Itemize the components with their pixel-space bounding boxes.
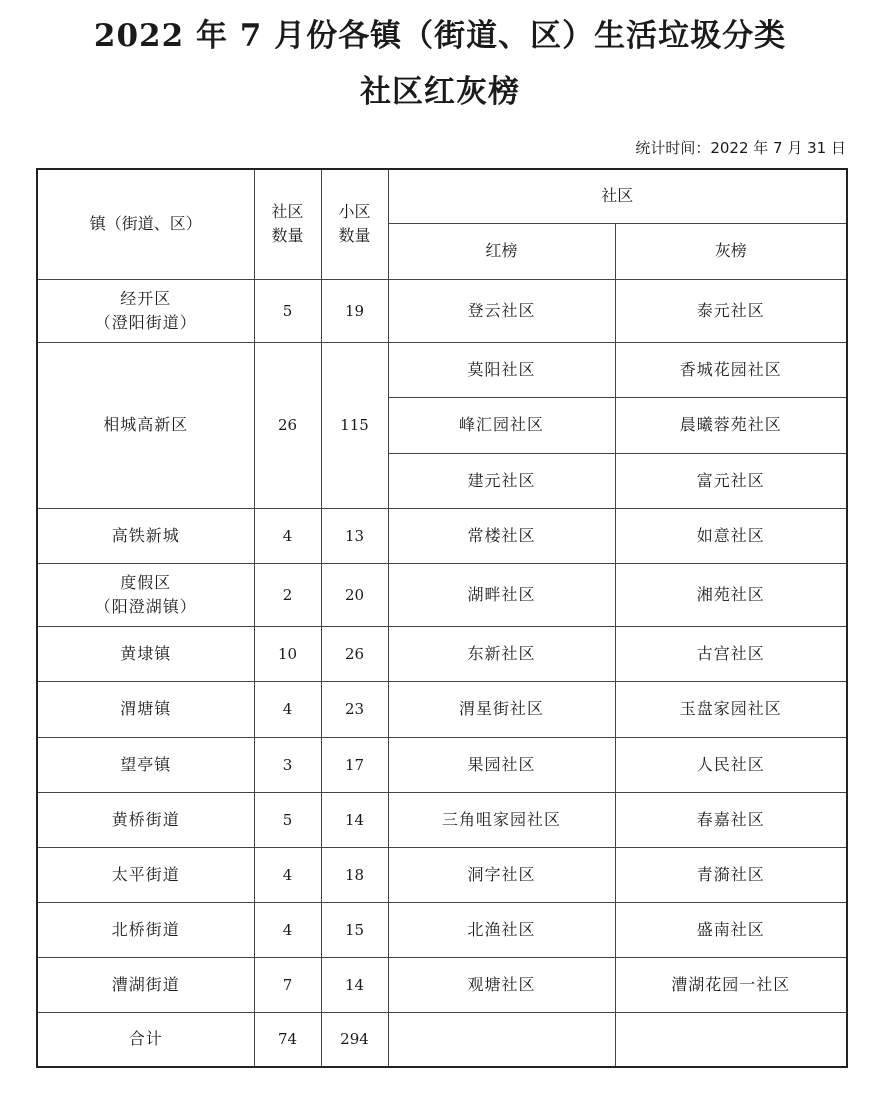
estate-count: 115 [321, 342, 388, 508]
gray-list-community: 泰元社区 [615, 279, 847, 342]
estate-count: 14 [321, 957, 388, 1012]
table-row [37, 342, 847, 397]
gray-list-community: 盛南社区 [615, 902, 847, 957]
header-community: 社区 [388, 169, 847, 223]
community-count: 4 [254, 902, 321, 957]
estate-count: 19 [321, 279, 388, 342]
estate-count: 23 [321, 681, 388, 737]
header-town: 镇（街道、区） [37, 169, 254, 279]
statistics-time: 统计时间：2022 年 7 月 31 日 [635, 139, 846, 157]
red-list-community: 登云社区 [388, 279, 615, 342]
table-row [37, 847, 847, 902]
town-name: 黄埭镇 [37, 626, 254, 681]
total-gray-empty [615, 1012, 847, 1067]
community-count: 5 [254, 279, 321, 342]
gray-list-community: 人民社区 [615, 737, 847, 792]
estate-count: 17 [321, 737, 388, 792]
community-count: 4 [254, 681, 321, 737]
gray-list-community: 富元社区 [615, 453, 847, 508]
gray-list-community: 春嘉社区 [615, 792, 847, 847]
red-list-community: 三角咀家园社区 [388, 792, 615, 847]
estate-count: 26 [321, 626, 388, 681]
town-name: 北桥街道 [37, 902, 254, 957]
gray-list-community: 晨曦蓉苑社区 [615, 397, 847, 453]
red-list-community: 湖畔社区 [388, 563, 615, 626]
gray-list-community: 玉盘家园社区 [615, 681, 847, 737]
gray-list-community: 香城花园社区 [615, 342, 847, 397]
red-list-community: 东新社区 [388, 626, 615, 681]
red-list-community: 北渔社区 [388, 902, 615, 957]
total-red-empty [388, 1012, 615, 1067]
header-estate-count-line2: 数量 [338, 226, 371, 246]
community-count: 5 [254, 792, 321, 847]
header-community-count-line2: 数量 [271, 226, 304, 246]
red-list-community: 观塘社区 [388, 957, 615, 1012]
header-community-count-line1: 社区 [271, 202, 304, 222]
total-row [37, 1012, 847, 1067]
header-community-count [254, 169, 321, 279]
red-list-community: 峰汇园社区 [388, 397, 615, 453]
town-name: 相城高新区 [37, 342, 254, 508]
estate-count: 14 [321, 792, 388, 847]
community-count: 4 [254, 508, 321, 563]
table-row [37, 626, 847, 681]
red-list-community: 渭星街社区 [388, 681, 615, 737]
estate-count: 20 [321, 563, 388, 626]
table-row [37, 957, 847, 1012]
total-label: 合计 [37, 1012, 254, 1067]
red-list-community: 果园社区 [388, 737, 615, 792]
town-name: 度假区 [120, 572, 172, 592]
gray-list-community: 漕湖花园一社区 [615, 957, 847, 1012]
red-list-community: 莫阳社区 [388, 342, 615, 397]
town-name-sub: （澄阳街道） [94, 312, 197, 332]
red-list-community: 洞字社区 [388, 847, 615, 902]
gray-list-community: 古宫社区 [615, 626, 847, 681]
town-name: 望亭镇 [37, 737, 254, 792]
town-name: 漕湖街道 [37, 957, 254, 1012]
page-title-line1: 2022 年 7 月份各镇（街道、区）生活垃圾分类 [93, 18, 787, 54]
red-list-community: 常楼社区 [388, 508, 615, 563]
community-count: 10 [254, 626, 321, 681]
table-row [37, 563, 847, 626]
town-name: 经开区 [120, 288, 172, 308]
header-estate-count-line1: 小区 [338, 202, 371, 222]
community-count: 4 [254, 847, 321, 902]
estate-count: 18 [321, 847, 388, 902]
table-row [37, 902, 847, 957]
town-cell [37, 279, 254, 342]
total-community-count: 74 [254, 1012, 321, 1067]
page-title-line2: 社区红灰榜 [360, 74, 520, 110]
town-cell [37, 563, 254, 626]
town-name: 高铁新城 [37, 508, 254, 563]
gray-list-community: 青漪社区 [615, 847, 847, 902]
town-name: 渭塘镇 [37, 681, 254, 737]
town-name: 黄桥街道 [37, 792, 254, 847]
table-row [37, 737, 847, 792]
estate-count: 13 [321, 508, 388, 563]
total-estate-count: 294 [321, 1012, 388, 1067]
town-name: 太平街道 [37, 847, 254, 902]
community-count: 3 [254, 737, 321, 792]
community-count: 26 [254, 342, 321, 508]
header-gray-list: 灰榜 [615, 223, 847, 279]
gray-list-community: 湘苑社区 [615, 563, 847, 626]
community-count: 2 [254, 563, 321, 626]
header-estate-count [321, 169, 388, 279]
table-row [37, 508, 847, 563]
table-row [37, 279, 847, 342]
table-row [37, 681, 847, 737]
ranking-table [36, 168, 848, 1068]
table-row [37, 792, 847, 847]
town-name-sub: （阳澄湖镇） [94, 596, 197, 616]
red-list-community: 建元社区 [388, 453, 615, 508]
gray-list-community: 如意社区 [615, 508, 847, 563]
estate-count: 15 [321, 902, 388, 957]
header-red-list: 红榜 [388, 223, 615, 279]
community-count: 7 [254, 957, 321, 1012]
